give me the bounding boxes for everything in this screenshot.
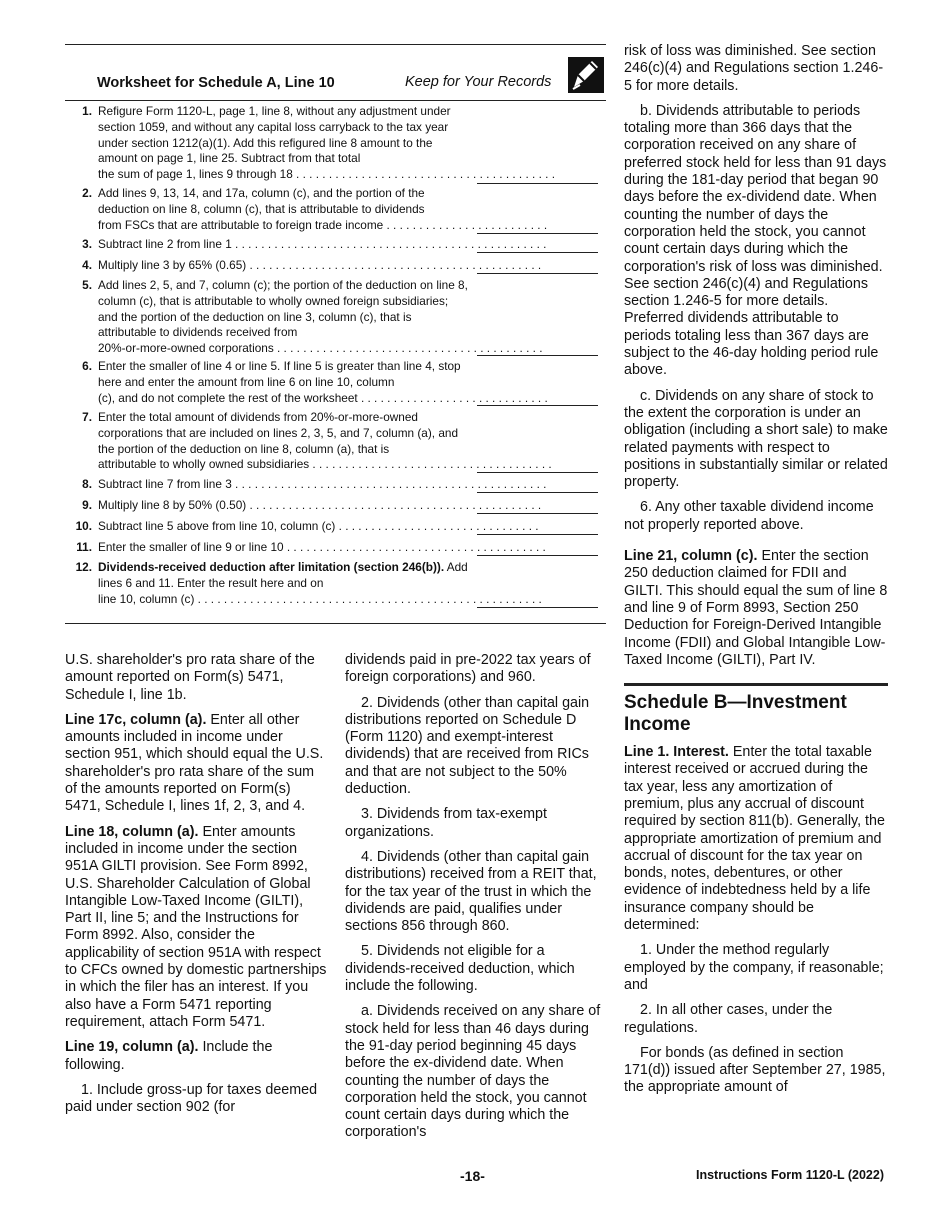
line-text-last: Enter the smaller of line 9 or line 10 . . . . . . . . . . . . . . . . . . . . . . . . . . . . . . . . . . . . . . . . [98, 540, 546, 554]
paragraph-heading: Line 17c, column (a). [65, 711, 207, 728]
column-middle [345, 652, 601, 1150]
line-text: Add lines 9, 13, 14, and 17a, column (c), and the portion of the deduction on line 8, column (c), that is attributable to dividends [98, 186, 425, 216]
line-text-last: 20%-or-more-owned corporations . . . . . . . . . . . . . . . . . . . . . . . . . . . . . . . . . . . . . . . . . [98, 341, 543, 356]
line-number: 2. [82, 186, 92, 200]
worksheet-line [65, 540, 606, 558]
line-text-last: from FSCs that are attributable to foreign trade income . . . . . . . . . . . . . . . . . . . . . . . . . [98, 217, 548, 232]
worksheet-line [65, 237, 606, 255]
line-number: 8. [82, 477, 92, 491]
amount-field[interactable] [477, 560, 598, 608]
worksheet-line [65, 560, 606, 610]
paragraph-body: Enter the section 250 deduction claimed for FDII and GILTI. This should equal the sum of line 8 and line 9 of Form 8993, Section 250 Deduction for Foreign-Derived Intangible Income (FDII) and Global Intangible Low-Taxed Income (GILTI), Part IV. [624, 548, 888, 668]
form-footer: Instructions Form 1120-L (2022) [695, 1168, 884, 1182]
amount-field[interactable] [477, 519, 598, 535]
line-text-bold: Dividends-received deduction after limitation (section 246(b)). [98, 560, 445, 574]
amount-field[interactable] [477, 237, 598, 253]
worksheet-line [65, 258, 606, 276]
amount-field[interactable] [477, 498, 598, 514]
paragraph: a. Dividends received on any share of stock held for less than 46 days during the 91-day period beginning 45 days before the ex-dividend date. When counting the number of days the corporation held the stock, you cannot count certain days during which the corporation's [345, 1003, 601, 1141]
worksheet-line [65, 104, 606, 184]
column-left [65, 652, 327, 1124]
line-text-last: Subtract line 2 from line 1 . . . . . . . . . . . . . . . . . . . . . . . . . . . . . . . . . . . . . . . . . . . . . . . . [98, 237, 547, 251]
line-number: 5. [82, 278, 92, 292]
line-text: Enter the smaller of line 4 or line 5. If line 5 is greater than line 4, stop here and enter the amount from line 6 on line 10, column [98, 359, 461, 389]
amount-field[interactable] [477, 258, 598, 274]
amount-field[interactable] [477, 104, 598, 184]
paragraph-heading: Line 21, column (c). [624, 548, 758, 565]
paragraph [624, 548, 888, 669]
worksheet-line [65, 498, 606, 516]
section-rule [624, 683, 888, 686]
paragraph-body: Enter all other amounts included in income under section 951, which should equal the U.S. shareholder's pro rata share of the sum of the amounts reported on Form(s) 5471, Schedule I, lines 1f, 2, 3, and 4. [65, 711, 324, 815]
paragraph-heading: Line 19, column (a). [65, 1039, 199, 1056]
paragraph: 3. Dividends from tax-exempt organizations. [345, 806, 547, 840]
line-number: 6. [82, 359, 92, 373]
paragraph: 1. Under the method regularly employed by the company, if reasonable; and [624, 942, 884, 993]
paragraph: 5. Dividends not eligible for a dividends-received deduction, which include the following. [345, 943, 575, 995]
line-text: Add lines 2, 5, and 7, column (c); the portion of the deduction on line 8, column (c), that is attributable to wholly owned foreign subsidiaries; and the portion of the deduction on line 3, column (c), that is attributable to dividends received from [98, 278, 468, 340]
worksheet-header-rule [65, 100, 606, 101]
paragraph: U.S. shareholder's pro rata share of the amount reported on Form(s) 5471, Schedule I, line 1b. [65, 652, 315, 703]
paragraph: risk of loss was diminished. See section 246(c)(4) and Regulations section 1.246-5 for more details. [624, 43, 884, 94]
worksheet-line [65, 359, 606, 407]
worksheet [65, 44, 606, 624]
paragraph-heading: Line 1. Interest. [624, 744, 729, 761]
line-number: 7. [82, 410, 92, 424]
line-number: 9. [82, 498, 92, 512]
paragraph: 4. Dividends (other than capital gain distributions) received from a REIT that, for the tax year of the trust in which the dividends are paid, qualifies under sections 856 through 860. [345, 848, 597, 935]
paragraph [624, 744, 888, 934]
paragraph [65, 1039, 327, 1074]
line-text-last: Subtract line 7 from line 3 . . . . . . . . . . . . . . . . . . . . . . . . . . . . . . . . . . . . . . . . . . . . . . . . [98, 477, 547, 491]
paragraph-body: Enter amounts included in income under the section 951A GILTI provision. See Form 8992, U.S. Shareholder Calculation of Global Intangible Low-Taxed Income (GILTI), Part II, line 5; and the Instructions for Form 8992. Also, consider the applicability of section 951A with respect to CFCs owned by domestic partnerships in which the filer has an interest. If you also have a Form 5471 reporting requirement, attach Form 5471. [65, 823, 327, 1030]
line-text-last: Multiply line 3 by 65% (0.65) . . . . . . . . . . . . . . . . . . . . . . . . . . . . . . . . . . . . . . . . . . . . . [98, 258, 542, 272]
worksheet-line [65, 186, 606, 234]
line-text-last: line 10, column (c) . . . . . . . . . . . . . . . . . . . . . . . . . . . . . . . . . . . . . . . . . . . . . . . . . . . . . [98, 591, 542, 606]
paragraph: 6. Any other taxable dividend income not properly reported above. [624, 499, 874, 533]
amount-field[interactable] [477, 278, 598, 356]
paragraph: 2. In all other cases, under the regulations. [624, 1002, 833, 1036]
worksheet-line [65, 477, 606, 495]
worksheet-line [65, 519, 606, 537]
pencil-icon [568, 57, 604, 93]
line-number: 4. [82, 258, 92, 272]
paragraph: c. Dividends on any share of stock to the extent the corporation is under an obligation (including a short sale) to make related payments with respect to positions in substantially similar or related property. [624, 387, 888, 491]
page-number: -18- [460, 1168, 485, 1184]
line-text-last: (c), and do not complete the rest of the worksheet . . . . . . . . . . . . . . . . . . . . . . . . . . . . . [98, 390, 548, 405]
amount-field[interactable] [477, 186, 598, 234]
worksheet-line [65, 410, 606, 474]
line-number: 1. [82, 104, 92, 118]
paragraph: 1. Include gross-up for taxes deemed paid under section 902 (for [65, 1081, 318, 1116]
paragraph-heading: Line 18, column (a). [65, 823, 199, 840]
amount-field[interactable] [477, 359, 598, 406]
line-number: 3. [82, 237, 92, 251]
column-right [624, 43, 888, 1105]
line-text: Enter the total amount of dividends from 20%-or-more-owned corporations that are included on lines 2, 3, 5, and 7, column (a), and the portion of the deduction on line 8, column (a), that is [98, 410, 459, 456]
line-text-last: attributable to wholly owned subsidiaries . . . . . . . . . . . . . . . . . . . . . . . . . . . . . . . . . . . . . [98, 457, 552, 472]
line-text-last: Subtract line 5 above from line 10, column (c) . . . . . . . . . . . . . . . . . . . . . . . . . . . . . . . [98, 519, 539, 533]
paragraph-body: Enter the total taxable interest received or accrued during the tax year, less any amortization of premium, plus any accrual of discount required by section 811(b). Generally, the appropriate amortization of premium and accrual of discount for the tax year on bonds, notes, debentures, or other evidence of indebtedness held by a life insurance company should be determined: [624, 744, 885, 934]
paragraph: b. Dividends attributable to periods totaling more than 366 days that the corporation received on any share of preferred stock held for less than 91 days during the 181-day period that began 90 days before the ex-dividend date. When counting the number of days the corporation held the stock, you cannot count certain days during which the corporation's risk of loss was diminished. See section 246(c)(4) and Regulations section 1.246-5 for more details. Preferred dividends attributable to periods totaling less than 367 days are subject to the 46-day holding period rule above. [624, 102, 887, 379]
amount-field[interactable] [477, 477, 598, 493]
line-number: 12. [75, 560, 92, 574]
worksheet-title: Worksheet for Schedule A, Line 10 [97, 75, 335, 91]
paragraph: 2. Dividends (other than capital gain distributions reported on Schedule D (Form 1120) and exempt-interest dividends) that are received from RICs and that are not subject to the 50% deduction. [345, 694, 590, 798]
amount-field[interactable] [477, 410, 598, 473]
amount-field[interactable] [477, 540, 598, 556]
line-text: Refigure Form 1120-L, page 1, line 8, without any adjustment under section 1059, and without any capital loss carryback to the tax year under section 1212(a)(1). Add this refigured line 8 amount to the amount on page 1, line 25. Subtract from that total [98, 104, 451, 166]
line-number: 11. [76, 540, 92, 554]
worksheet-keep-note: Keep for Your Records [405, 74, 552, 90]
line-text-last: Multiply line 8 by 50% (0.50) . . . . . . . . . . . . . . . . . . . . . . . . . . . . . . . . . . . . . . . . . . . . . [98, 498, 542, 512]
paragraph: dividends paid in pre-2022 tax years of foreign corporations) and 960. [345, 652, 591, 686]
line-text: Add lines 6 and 11. Enter the result here and on [98, 560, 468, 590]
paragraph [65, 712, 327, 816]
worksheet-line [65, 278, 606, 358]
line-number: 10. [75, 519, 92, 533]
section-title: Schedule B—Investment Income [624, 692, 847, 736]
paragraph-body: Include the following. [65, 1039, 273, 1073]
line-text-last: the sum of page 1, lines 9 through 18 . . . . . . . . . . . . . . . . . . . . . . . . . . . . . . . . . . . . . . . . [98, 167, 555, 182]
paragraph: For bonds (as defined in section 171(d)) issued after September 27, 1985, the appropriate amount of [624, 1044, 886, 1096]
paragraph [65, 824, 327, 1032]
